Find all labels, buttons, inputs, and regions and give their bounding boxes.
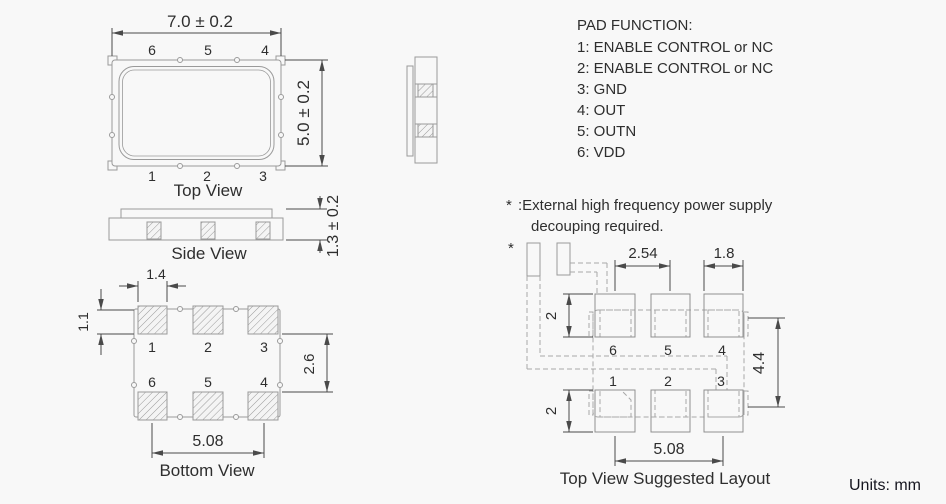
layout-land-pads xyxy=(595,294,743,432)
pad-function-item: 6: VDD xyxy=(577,144,626,161)
bottom-view-title: Bottom View xyxy=(159,461,255,480)
pin-label: 6 xyxy=(609,342,617,358)
note-line2: decouping required. xyxy=(531,218,664,235)
layout-pad-height-bottom-dim-text: 2 xyxy=(543,406,560,416)
layout-row-span-dim-text: 4.4 xyxy=(751,351,768,375)
note-line1: :External high frequency power supply xyxy=(518,197,773,214)
side-view-pad xyxy=(201,222,215,239)
pin-label: 3 xyxy=(717,373,725,389)
layout-pad-width-dimension xyxy=(704,260,743,291)
side-view-height-dim-text: 1.3 ± 0.2 xyxy=(325,194,342,258)
pin-label: 4 xyxy=(718,342,726,358)
pin-label: 1 xyxy=(148,168,156,184)
suggested-layout xyxy=(508,240,785,488)
side-view-lid xyxy=(121,209,272,218)
bottom-view-pin-labels xyxy=(148,339,268,390)
pin-label: 6 xyxy=(148,42,156,58)
pad-function-item: 1: ENABLE CONTROL or NC xyxy=(577,39,774,56)
pin-label: 4 xyxy=(260,374,268,390)
layout-star-marker: * xyxy=(508,240,514,257)
pad-function-item: 5: OUTN xyxy=(577,123,637,140)
pin-label: 1 xyxy=(148,339,156,355)
side-view-height-dimension xyxy=(286,196,327,253)
side-view-pad xyxy=(256,222,270,239)
pin-label: 4 xyxy=(261,42,269,58)
layout-pitch-dim-text: 2.54 xyxy=(628,245,658,262)
end-view-pad xyxy=(418,84,433,97)
top-view-width-dimension xyxy=(112,28,281,56)
bottom-view-row-gap-dim-text: 2.6 xyxy=(301,353,318,375)
note-star-marker: * xyxy=(506,197,512,214)
layout-span-dim-text: 5.08 xyxy=(653,441,685,458)
top-view-height-dim-text: 5.0 ± 0.2 xyxy=(294,79,313,147)
pin-label: 6 xyxy=(148,374,156,390)
layout-package-outline-dashed xyxy=(589,310,748,417)
bottom-view xyxy=(75,266,333,480)
pin-label: 2 xyxy=(664,373,672,389)
layout-pin-labels xyxy=(609,342,726,389)
top-view-title: Top View xyxy=(173,181,243,200)
end-view-pad xyxy=(418,124,433,137)
pin-label: 2 xyxy=(204,339,212,355)
bottom-view-span-dim-text: 5.08 xyxy=(192,433,224,450)
top-view-width-dim-text: 7.0 ± 0.2 xyxy=(166,12,234,31)
end-view xyxy=(407,57,437,163)
layout-dashed-traces xyxy=(527,263,727,390)
pin-label: 5 xyxy=(204,42,212,58)
pad-function-item: 4: OUT xyxy=(577,102,626,119)
decoupling-note xyxy=(506,197,773,235)
bottom-view-pads-row2 xyxy=(138,392,278,420)
pin-label: 2 xyxy=(203,168,211,184)
end-view-body xyxy=(415,57,437,163)
bottom-view-pad-height-dim-text: 1.1 xyxy=(75,312,91,332)
pin-label: 3 xyxy=(259,168,267,184)
units-label: Units: mm xyxy=(849,477,921,494)
side-view-pad xyxy=(147,222,161,239)
pin-label: 5 xyxy=(664,342,672,358)
pad-function-title: PAD FUNCTION: xyxy=(577,17,693,34)
pad-function-block xyxy=(577,17,773,161)
layout-pitch-dimension xyxy=(615,260,670,291)
pad-function-item: 3: GND xyxy=(577,81,628,98)
end-view-lid xyxy=(407,66,413,156)
layout-pad-width-dim-text: 1.8 xyxy=(713,245,735,262)
bottom-view-pad-width-dim-text: 1.4 xyxy=(146,266,166,282)
top-view-body-outline xyxy=(112,60,281,166)
top-view xyxy=(108,12,328,200)
pin-label: 3 xyxy=(260,339,268,355)
layout-pad-height-top-dim-text: 2 xyxy=(543,311,560,321)
decoupling-capacitor xyxy=(527,243,540,276)
bottom-view-pads-row1 xyxy=(138,306,278,334)
side-view-title: Side View xyxy=(171,244,247,263)
layout-title: Top View Suggested Layout xyxy=(559,469,771,488)
bottom-view-pad-height-dimension xyxy=(97,289,134,355)
bottom-view-pad-width-dimension xyxy=(119,281,186,302)
pad-function-item: 2: ENABLE CONTROL or NC xyxy=(577,60,774,77)
pin-label: 1 xyxy=(609,373,617,389)
layout-pad1-chamfered-dashed xyxy=(600,390,631,417)
pin-label: 5 xyxy=(204,374,212,390)
side-view xyxy=(109,195,342,263)
decoupling-capacitor xyxy=(557,243,570,275)
